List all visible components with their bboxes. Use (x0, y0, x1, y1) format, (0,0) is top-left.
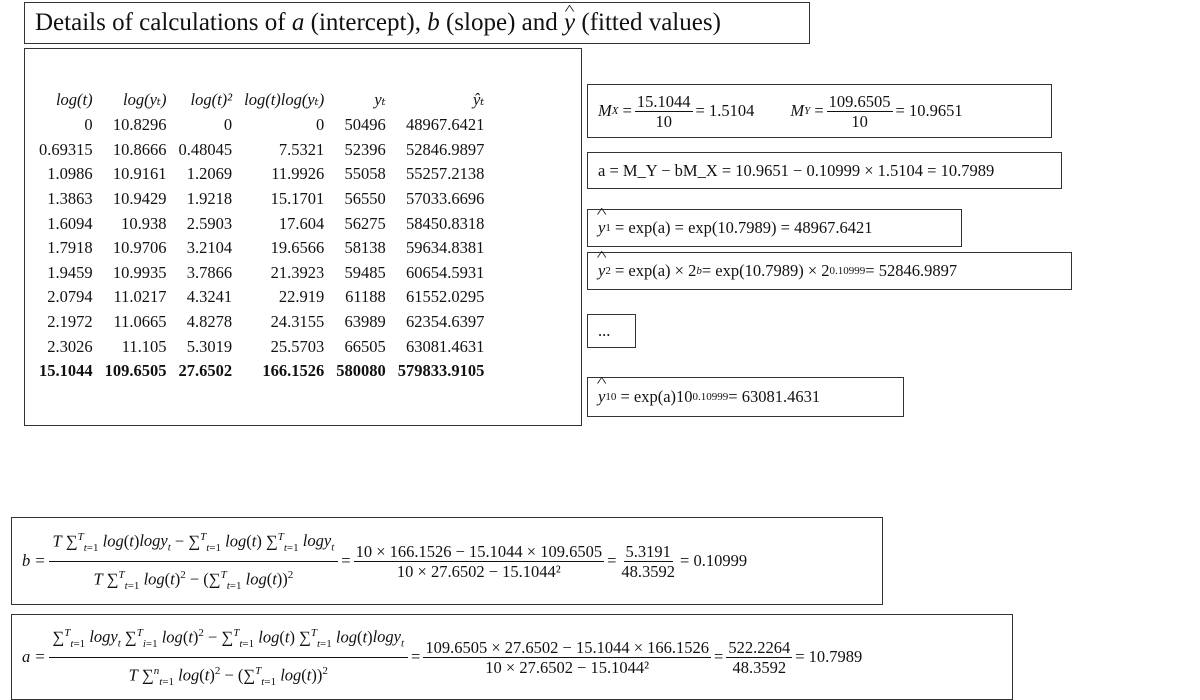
table-row (33, 162, 490, 187)
intercept-formula-box: a = $\frac{\sum^T_{t=1} \log y_t \sum^T_{i=1} \log(t)^2 - \sum^T_{t=1} \log(t) \sum^T_{t=1} \log(t)\log y_t}{T \sum^n_{t=1} \log(t)^2 - (\sum^T_{t=1} \log(t))^2}$ = $\frac{109.6505 \times 27.6502 - 15.1044 \times 166.1526}{\text{10 × 27.6502 − 15.1044²}}$ = $\frac{522.2264}{48.3592}$ = 10.7989 (11, 614, 1013, 700)
y10-post: = 63081.4631 (728, 387, 821, 406)
table-total-cell: 109.6505 (104, 361, 167, 381)
my-numerator: 109.6505 (828, 91, 891, 111)
slope-numerator: 10 × 166.1526 − 15.1044 × 109.6505 (355, 541, 603, 561)
table-cell: 61188 (345, 287, 386, 307)
table-cell: 61552.0295 (406, 287, 485, 307)
table-cell: 10.9161 (112, 164, 167, 184)
my-label: M (790, 101, 805, 120)
means-box: M X = $\frac{15.1044}{10}$ = 1.5104 M Y = $\frac{109.6505}{10}$ = 10.9651 (587, 84, 1052, 138)
my-denominator: 10 (851, 111, 868, 131)
table-cell: 63989 (344, 312, 386, 332)
table-row (33, 211, 490, 236)
table-cell: 5.3019 (186, 336, 233, 356)
table-cell: 0 (316, 115, 325, 135)
title-y-desc: (fitted values) (581, 9, 721, 36)
table-cell: 10.8296 (112, 115, 167, 135)
slope-general-fraction (49, 524, 339, 599)
y1-equation: = exp(a) = exp(10.7989) = 48967.6421 (614, 218, 873, 237)
intercept-reduced-denominator: 48.3592 (732, 657, 787, 677)
table-cell: 59634.8381 (406, 238, 485, 258)
table-row (33, 236, 490, 261)
table-cell: 55058 (344, 164, 386, 184)
table-cell: 10.8666 (112, 139, 167, 159)
table-cell: 0.48045 (178, 139, 233, 159)
y10-pre: = exp(a)10 (620, 387, 693, 406)
y2-post: = 52846.9897 (865, 261, 958, 280)
table-cell: 11.9926 (271, 164, 325, 184)
table-totals-row (33, 359, 490, 384)
table-cell: 56275 (344, 213, 386, 233)
my-fraction (827, 92, 893, 131)
slope-denominator: 10 × 27.6502 − 15.1044² (396, 561, 561, 581)
table-body (33, 113, 490, 384)
table-total-cell: 579833.9105 (397, 361, 485, 381)
mx-denominator: 10 (655, 111, 672, 131)
slope-numeric-fraction (354, 542, 605, 581)
table-cell: 1.0986 (47, 164, 93, 184)
table-total-cell: 166.1526 (262, 361, 325, 381)
intercept-denominator: 10 × 27.6502 − 15.1044² (485, 657, 650, 677)
slope-formula-box: b = $\frac{T \sum^T_{t=1} \log(t)\log y_t - \sum^T_{t=1} \log(t) \sum^T_{t=1} \log y_t}{T \sum^T_{t=1} \log(t)^2 - (\sum^T_{t=1} \log(t))^2}$ = $\frac{10 \times 166.1526 - 15.1044 \times 109.6505}{\text{10 × 27.6502 − 15.1044²}}$ = $\frac{5.3191}{48.3592}$ = 0.10999 (11, 517, 883, 605)
calculation-table (33, 87, 490, 384)
title-b-symbol: b (427, 9, 440, 36)
table-cell: 2.1972 (47, 312, 93, 332)
table-cell: 11.105 (121, 336, 167, 356)
y2-pre: = exp(a) × 2 (614, 261, 697, 280)
table-cell: 15.1701 (270, 189, 325, 209)
table-total-cell: 27.6502 (178, 361, 233, 381)
table-cell: 21.3923 (270, 262, 325, 282)
mx-sub: X (611, 105, 619, 117)
table-cell: 11.0665 (113, 312, 167, 332)
calculation-table-box (24, 48, 582, 426)
table-cell: 17.604 (278, 213, 325, 233)
intercept-reduced-fraction (726, 638, 792, 677)
table-cell: 55257.2138 (406, 164, 485, 184)
table-cell: 1.2069 (186, 164, 233, 184)
table-cell: 2.5903 (186, 213, 233, 233)
my-value: = 10.9651 (895, 101, 963, 120)
y2-symbol: ^ y (598, 261, 605, 281)
table-header-row (33, 87, 490, 113)
ellipsis-box (587, 314, 636, 348)
table-row (33, 138, 490, 163)
intercept-general-fraction (49, 620, 409, 695)
table-cell: 1.3863 (47, 189, 93, 209)
y2-exp: b (696, 265, 702, 277)
table-header-cell: log(yₜ) (123, 90, 167, 109)
table-cell: 10.9935 (112, 262, 167, 282)
table-cell: 1.6094 (47, 213, 93, 233)
table-row (33, 285, 490, 310)
table-header-cell: log(t) (55, 90, 93, 109)
title-a-desc: (intercept), (310, 9, 421, 36)
intercept-equation: a = M_Y − bM_X = 10.9651 − 0.10999 × 1.5104 = 10.7989 (598, 160, 995, 180)
intercept-lhs: a = (22, 647, 46, 666)
table-cell: 11.0217 (113, 287, 167, 307)
table-header-cell: log(t)log(yₜ) (244, 90, 325, 109)
y1-sub: 1 (605, 222, 611, 234)
intercept-numerator: 109.6505 × 27.6502 − 15.1044 × 166.1526 (425, 637, 710, 657)
table-row (33, 113, 490, 138)
slope-general-denominator: T ∑$^T_{t=1}$ $\log(t)^2 - (\sum^T_{t=1}$ log(t))$^2$ (93, 568, 294, 592)
intercept-numeric-fraction (423, 638, 711, 677)
table-cell: 0.69315 (39, 139, 93, 159)
table-cell: 0 (84, 115, 93, 135)
y10-sub: 10 (605, 391, 617, 403)
table-cell: 57033.6696 (406, 189, 485, 209)
y1-symbol: ^ y (598, 218, 605, 238)
y1-box (587, 209, 962, 247)
table-header-cell: yₜ (374, 90, 386, 109)
table-cell: 3.2104 (186, 238, 233, 258)
table-cell: 56550 (344, 189, 386, 209)
table-cell: 52846.9897 (406, 139, 485, 159)
table-cell: 24.3155 (270, 312, 325, 332)
table-cell: 0 (223, 115, 233, 135)
table-header-cell: log(t)² (190, 90, 233, 109)
y2-box (587, 252, 1072, 290)
table-cell: 10.9429 (112, 189, 167, 209)
table-cell: 50496 (344, 115, 386, 135)
table-cell: 48967.6421 (406, 115, 485, 135)
intercept-result: = 10.7989 (795, 647, 863, 666)
table-header-cell: ŷₜ (472, 90, 485, 109)
my-sub: Y (804, 105, 811, 117)
slope-reduced-denominator: 48.3592 (621, 561, 676, 581)
table-cell: 19.6566 (270, 238, 325, 258)
table-cell: 60654.5931 (406, 262, 485, 282)
table-cell: 7.5321 (278, 139, 325, 159)
mx-numerator: 15.1044 (636, 91, 691, 111)
table-row (33, 334, 490, 359)
table-cell: 10.9706 (112, 238, 167, 258)
table-cell: 2.0794 (47, 287, 93, 307)
slope-result: = 0.10999 (680, 551, 748, 570)
mx-value: = 1.5104 (695, 101, 755, 120)
table-cell: 3.7866 (186, 262, 233, 282)
table-cell: 62354.6397 (406, 312, 485, 332)
mx-fraction (635, 92, 693, 131)
mx-label: M (598, 101, 612, 120)
intercept-general-denominator: T ∑$^n_{t=1}$ $\log(t)^2 - (\sum^T_{t=1}$ log(t))$^2$ (128, 664, 328, 688)
title-prefix: Details of calculations of (35, 9, 286, 36)
y10-symbol: ^ y (598, 387, 605, 407)
intercept-equation-box (587, 152, 1062, 189)
title-box (24, 2, 810, 44)
slope-general-numerator: T ∑$^T_{t=1}$ log(t)logy$_t$ − ∑$^T_{t=1}$ log(t) ∑$^T_{t=1}$ logy$_t$ (49, 524, 339, 562)
title-b-desc: (slope) and (445, 9, 558, 36)
table-cell: 58138 (344, 238, 386, 258)
table-row (33, 187, 490, 212)
title-y-symbol: ^ y (564, 3, 575, 43)
table-cell: 66505 (344, 336, 386, 356)
table-cell: 2.3026 (47, 336, 93, 356)
y10-box (587, 377, 904, 417)
table-total-cell: 580080 (336, 361, 386, 381)
y2-sub: 2 (605, 265, 611, 277)
intercept-general-numerator: ∑$^T_{t=1}$ logy$_t$ ∑$^T_{i=1}$ $\log(t)^2 - \sum^T_{t=1}$ log(t) ∑$^T_{t=1}$ log(t)logy$_t$ (49, 620, 409, 658)
table-cell: 1.9218 (186, 189, 233, 209)
table-cell: 4.3241 (186, 287, 233, 307)
table-cell: 1.9459 (47, 262, 93, 282)
table-cell: 58450.8318 (406, 213, 485, 233)
table-row (33, 310, 490, 335)
table-cell: 25.5703 (270, 336, 325, 356)
table-cell: 1.7918 (47, 238, 93, 258)
y2-exp2: 0.10999 (829, 265, 866, 277)
slope-lhs: b = (22, 551, 46, 570)
table-cell: 4.8278 (186, 312, 233, 332)
slope-reduced-numerator: 5.3191 (625, 541, 671, 561)
title-a-symbol: a (291, 9, 305, 36)
table-cell: 10.938 (121, 213, 167, 233)
table-cell: 59485 (344, 262, 386, 282)
ellipsis: ... (598, 321, 611, 340)
table-cell: 22.919 (278, 287, 325, 307)
y2-mid: = exp(10.7989) × 2 (701, 261, 830, 280)
table-cell: 63081.4631 (406, 336, 485, 356)
table-cell: 52396 (344, 139, 386, 159)
slope-reduced-fraction (619, 542, 677, 581)
y10-exp: 0.10999 (692, 391, 729, 403)
table-row (33, 261, 490, 286)
table-total-cell: 15.1044 (39, 361, 93, 381)
intercept-reduced-numerator: 522.2264 (728, 637, 791, 657)
